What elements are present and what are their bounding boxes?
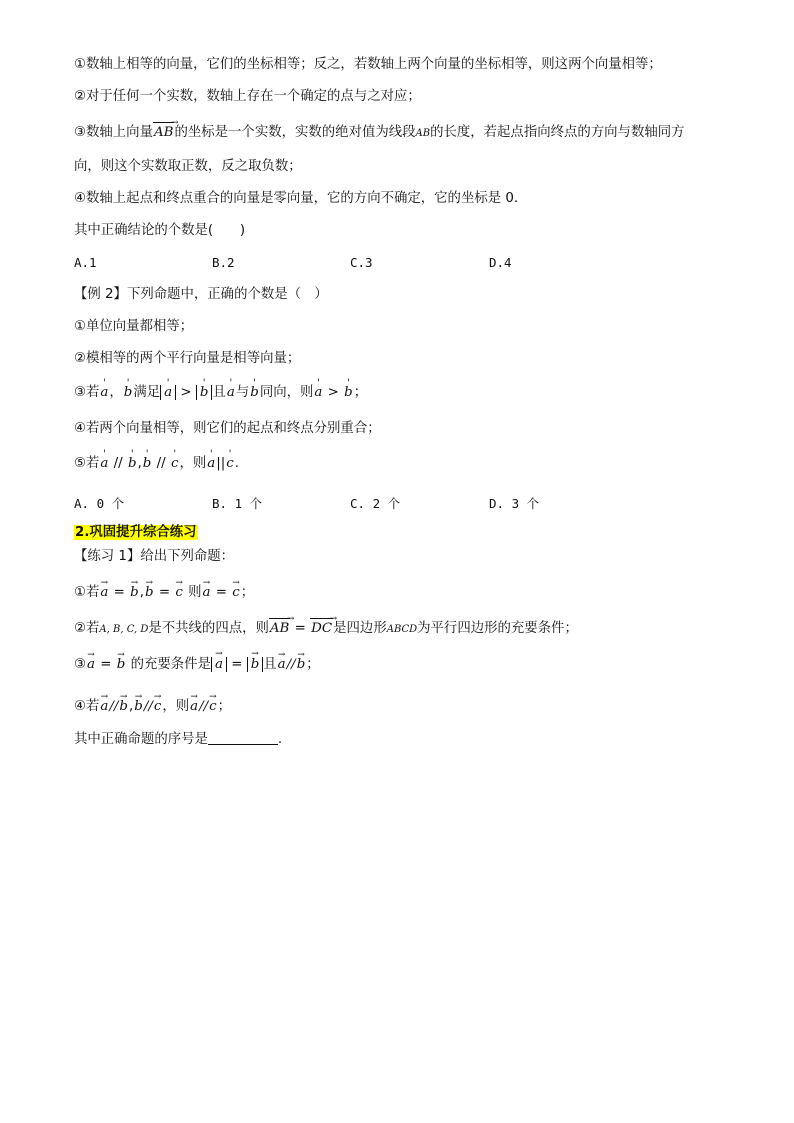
ex2-statement-5: ⑤若' a // ' b,' b // ' c，则' a||' c. [74, 455, 239, 473]
vector-ab: AB → [153, 124, 175, 142]
option-c: C.3 [350, 255, 373, 270]
practice-1-title: 【练习 1】给出下列命题： [74, 549, 235, 564]
statement-3: ③数轴上向量AB →的坐标是一个实数，实数的绝对值为线段AB的长度，若起点指向终点的方向与数轴同方 [74, 124, 685, 143]
statement-2: ②对于任何一个实数，数轴上存在一个确定的点与之对应； [74, 89, 421, 104]
practice-statement-3: ③→ a = → b 的充要条件是→ a = → b 且→ a//→ b； [74, 656, 320, 674]
answer-blank[interactable] [208, 730, 278, 745]
section-heading: 2.巩固提升综合练习 [75, 525, 197, 540]
ex2-option-b: B. 1 个 [212, 496, 263, 511]
segment-ab: AB [415, 128, 431, 139]
ex2-statement-3: ③若' a，' b满足' a > ' b 且' a与' b同向，则' a > ' b； [74, 384, 367, 402]
statement-1: ①数轴上相等的向量，它们的坐标相等；反之，若数轴上两个向量的坐标相等，则这两个向量相等； [74, 57, 662, 72]
statement-4: ④数轴上起点和终点重合的向量是零向量，它的方向不确定，它的坐标是 0. [74, 191, 519, 206]
practice-statement-1: ①若→ a = → b,→ b = → c 则→ a = → c； [74, 584, 254, 602]
statement-3-continued: 向，则这个实数取正数，反之取负数； [74, 159, 302, 174]
example-2-title: 【例 2】下列命题中，正确的个数是（ ） [74, 287, 328, 302]
option-b: B.2 [212, 255, 235, 270]
option-a: A.1 [74, 255, 97, 270]
practice-statement-4: ④若→ a//→ b,→ b//→ c，则→ a//→ c； [74, 698, 231, 716]
ex2-statement-1: ①单位向量都相等； [74, 319, 194, 334]
option-d: D.4 [489, 255, 512, 270]
practice-statement-2: ②若A, B, C, D是不共线的四点，则AB → = DC →是四边形ABCD为平行四边形的充要条件； [74, 620, 578, 639]
ex2-option-c: C. 2 个 [350, 496, 401, 511]
question-1-prompt: 其中正确结论的个数是( ) [74, 223, 246, 238]
ex2-option-d: D. 3 个 [489, 496, 540, 511]
practice-question: 其中正确命题的序号是 . [74, 732, 283, 747]
ex2-statement-4: ④若两个向量相等，则它们的起点和终点分别重合； [74, 421, 381, 436]
ex2-statement-2: ②模相等的两个平行向量是相等向量； [74, 351, 301, 366]
ex2-option-a: A. 0 个 [74, 496, 125, 511]
